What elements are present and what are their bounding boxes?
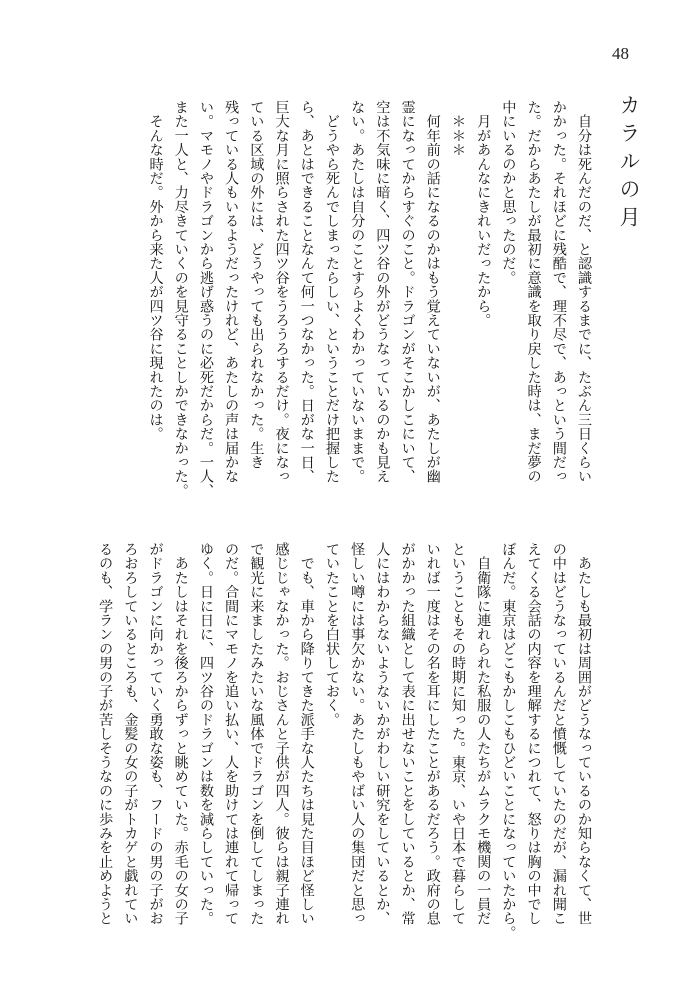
text-line: 人にはわからないようないかがわしい研究をしているとか、 xyxy=(374,542,391,926)
text-line: のだ。合間にマモノを追い払い、人を助けては連れて帰って xyxy=(223,542,240,926)
text-line: 残っている人もいるようだったけれど、あたしの声は届かな xyxy=(223,100,240,484)
text-line: ら、あとはできることなんて何一つなかった。日がな一日、 xyxy=(298,100,315,484)
text-line: どうやら死んでしまったらしい、ということだけ把握した xyxy=(323,100,340,484)
text-line: 怪しい噂には事欠かない。あたしもやばい人の集団だと思っ xyxy=(349,542,366,926)
text-line: ろおろしているところも、金髪の女の子がトカゲと戯れてい xyxy=(122,542,139,926)
page-number: 48 xyxy=(612,44,629,63)
text-line: がドラゴンに向かっていく勇敢な姿も、フードの男の子がお xyxy=(147,542,164,926)
text-line: 中にいるのかと思ったのだ。 xyxy=(500,100,517,285)
text-line: あたしはそれを後ろからずっと眺めていた。赤毛の女の子 xyxy=(172,542,189,926)
text-line: 月があんなにきれいだったから。 xyxy=(475,100,492,328)
text-line: で観光に来ましたみたいな風体でドラゴンを倒してしまった xyxy=(248,542,265,926)
text-line: 何年前の話になるのかはもう覚えていないが、あたしが幽 xyxy=(424,100,441,484)
text-line: えてくる会話の内容を理解するにつれて、怒りは胸の中でし xyxy=(525,542,542,926)
text-line: ということもその時期に知った。東京、いや日本で暮らして xyxy=(449,542,466,926)
text-line: そんな時だ。外から来た人が四ツ谷に現れたのは。 xyxy=(147,100,164,441)
text-line: ていたことを白状しておく。 xyxy=(323,542,340,727)
text-line: いれば一度はその名を耳にしたことがあるだろう。政府の息 xyxy=(424,542,441,926)
text-line: あたしも最初は周囲がどうなっているのか知らなくて、世 xyxy=(576,542,592,926)
text-line: い。マモノやドラゴンから逃げ惑うのに必死だからだ。一人、 xyxy=(197,100,214,498)
text-line: の中はどうなっているんだと憤慨していたのだが、漏れ聞こ xyxy=(550,542,567,926)
text-line: た。だからあたしが最初に意識を取り戻した時は、まだ夢の xyxy=(525,100,542,484)
upper-text-block xyxy=(142,100,596,498)
text-line: 空は不気味に暗く、四ツ谷の外がどうなっているのかも見え xyxy=(374,100,391,484)
text-line: ＊＊＊ xyxy=(449,100,466,157)
text-line: 自衛隊に連れられた私服の人たちがムラクモ機関の一員だ xyxy=(475,542,492,926)
text-line: かかった。それほどに残酷で、理不尽で、あっという間だっ xyxy=(550,100,567,484)
text-line: 自分は死んだのだ、と認識するまでに、たぶん三日くらい xyxy=(576,100,592,484)
text-line: 感じじゃなかった。おじさんと子供が四人。彼らは親子連れ xyxy=(273,542,290,926)
text-line: 霊になってからすぐのこと。ドラゴンがそこかしこにいて、 xyxy=(399,100,416,484)
text-line: でも、車から降りてきた派手な人たちは見た目ほど怪しい xyxy=(298,542,315,926)
text-line: るのも、学ランの男の子が苦しそうなのに歩みを止めようと xyxy=(97,542,114,926)
text-line: ゆく。日に日に、四ツ谷のドラゴンは数を減らしていった。 xyxy=(197,542,214,926)
text-line: 巨大な月に照らされた四ツ谷をうろうろするだけ。夜になっ xyxy=(273,100,290,484)
text-line: がかかった組織として表に出せないことをしているとか、常 xyxy=(399,542,416,926)
text-line: ている区域の外には、どうやっても出られなかった。生き xyxy=(248,100,265,470)
chapter-title: カラルの月 xyxy=(617,94,641,234)
lower-text-block xyxy=(92,542,596,940)
text-line: ぼんだ。東京はどこもかしこもひどいことになっていたから。 xyxy=(500,542,517,940)
text-line: また一人と、力尽きていくのを見守ることしかできなかった。 xyxy=(172,100,189,498)
text-line: ない。あたしは自分のことすらよくわかっていないままで。 xyxy=(349,100,366,484)
